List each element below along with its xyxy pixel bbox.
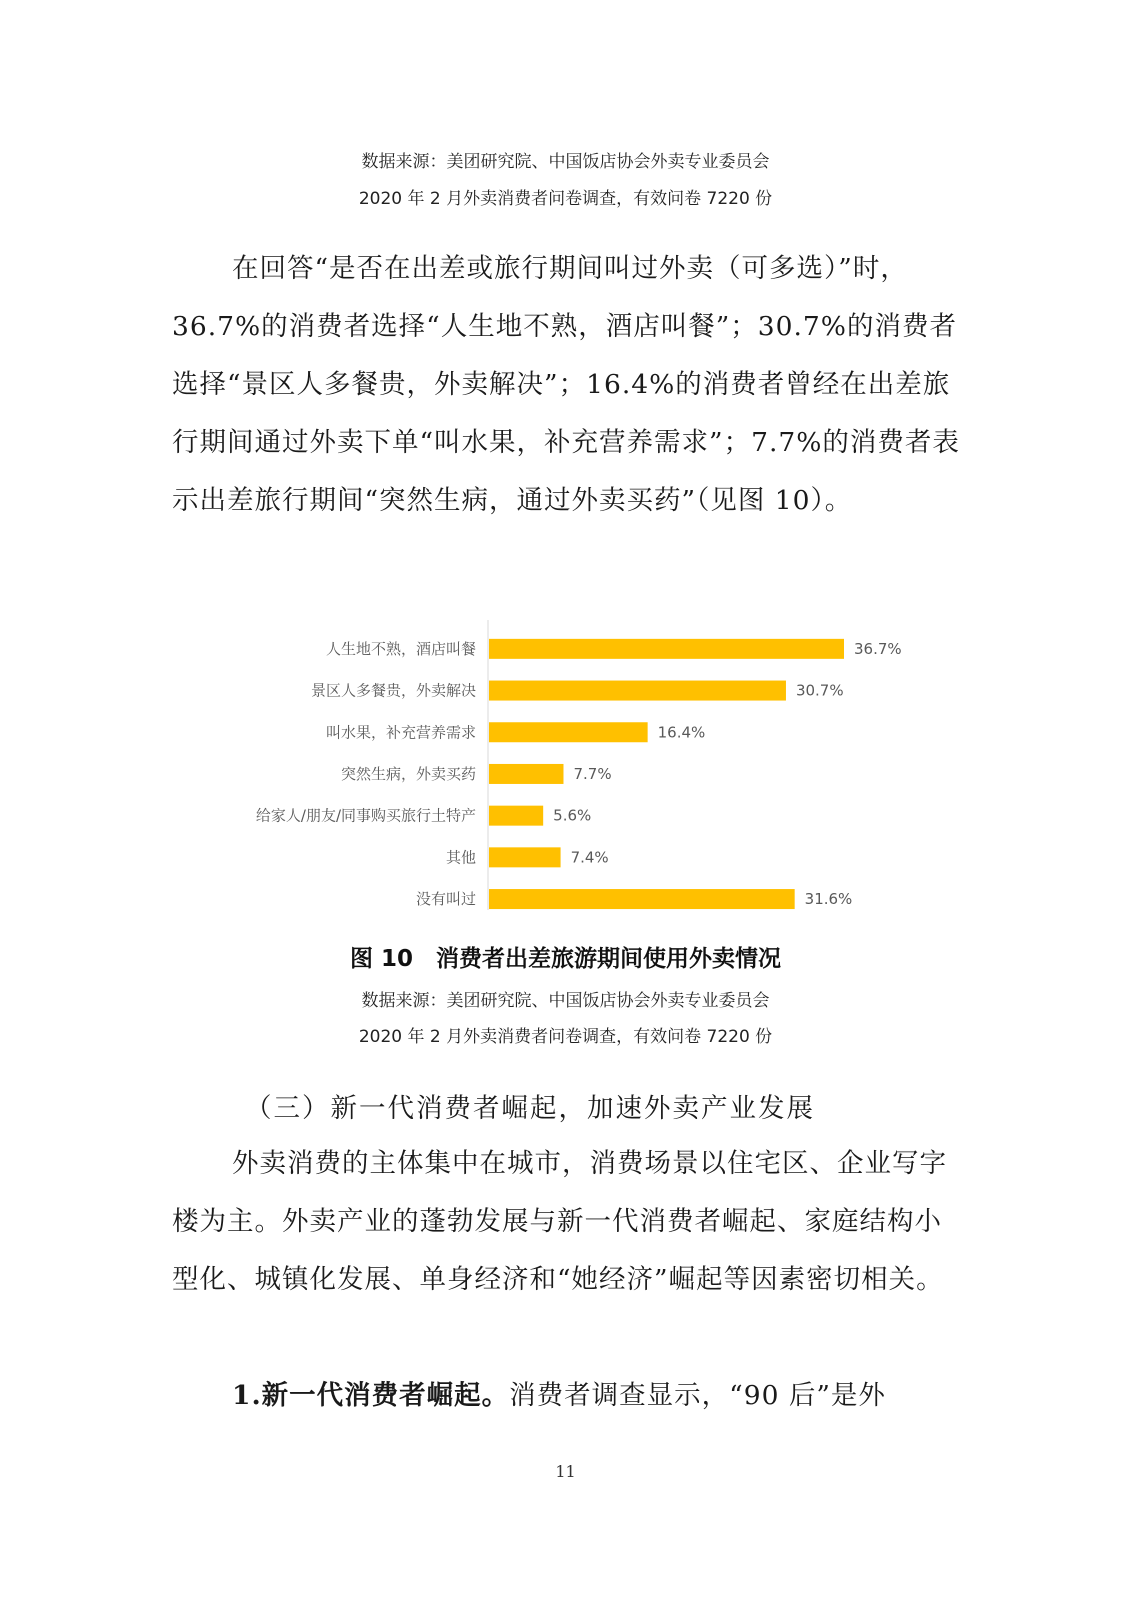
category-label: 其他 — [445, 848, 476, 867]
page-number: 11 — [555, 1462, 576, 1481]
bar — [489, 681, 786, 701]
paragraph-3-text: 消费者调查显示，“90 后”是外 — [509, 1380, 886, 1411]
category-label: 没有叫过 — [415, 890, 476, 909]
source-bottom-line2: 2020 年 2 月外卖消费者问卷调查，有效问卷 7220 份 — [358, 1027, 773, 1047]
bar — [489, 847, 561, 867]
paragraph-2 — [172, 1135, 964, 1309]
bar — [489, 806, 543, 826]
value-label: 5.6% — [553, 806, 592, 825]
value-label: 7.4% — [570, 848, 609, 867]
paragraph-1 — [172, 240, 964, 530]
category-label: 突然生病，外卖买药 — [340, 764, 476, 783]
category-label: 景区人多餐贵，外卖解决 — [310, 681, 476, 700]
value-label: 30.7% — [795, 681, 844, 700]
source-top-line1: 数据来源：美团研究院、中国饭店协会外卖专业委员会 — [361, 152, 770, 172]
source-top-line2: 2020 年 2 月外卖消费者问卷调查，有效问卷 7220 份 — [358, 189, 773, 209]
paragraph-1-text: 在回答“是否在出差或旅行期间叫过外卖（可多选）”时，36.7%的消费者选择“人生地不熟，酒店叫餐”；30.7%的消费者选择“景区人多餐贵，外卖解决”；16.4%的消费者曾经在出差旅行期间通过外卖下单“叫水果，补充营养需求”；7.7%的消费者表示出差旅行期间“突然生病，通过外卖买药”（见图 10）。 — [172, 253, 960, 516]
value-label: 16.4% — [657, 723, 706, 742]
paragraph-3-bold: 1.新一代消费者崛起。 — [232, 1380, 510, 1411]
bar — [489, 639, 844, 659]
value-label: 31.6% — [804, 890, 853, 909]
value-label: 7.7% — [573, 764, 612, 783]
source-bottom-line1: 数据来源：美团研究院、中国饭店协会外卖专业委员会 — [361, 991, 770, 1011]
bar-chart — [200, 620, 920, 910]
paragraph-2-text: 外卖消费的主体集中在城市，消费场景以住宅区、企业写字楼为主。外卖产业的蓬勃发展与新一代消费者崛起、家庭结构小型化、城镇化发展、单身经济和“她经济”崛起等因素密切相关。 — [172, 1148, 947, 1295]
category-label: 人生地不熟，酒店叫餐 — [325, 639, 476, 658]
figure-caption: 图 10 消费者出差旅游期间使用外卖情况 — [349, 946, 781, 972]
section-heading: （三）新一代消费者崛起，加速外卖产业发展 — [245, 1093, 815, 1124]
bar — [489, 889, 795, 909]
value-label: 36.7% — [854, 639, 902, 658]
bar — [489, 764, 563, 784]
bar — [489, 722, 648, 742]
category-label: 给家人/朋友/同事购买旅行土特产 — [255, 806, 476, 825]
paragraph-3 — [172, 1367, 964, 1425]
category-label: 叫水果，补充营养需求 — [325, 723, 476, 742]
